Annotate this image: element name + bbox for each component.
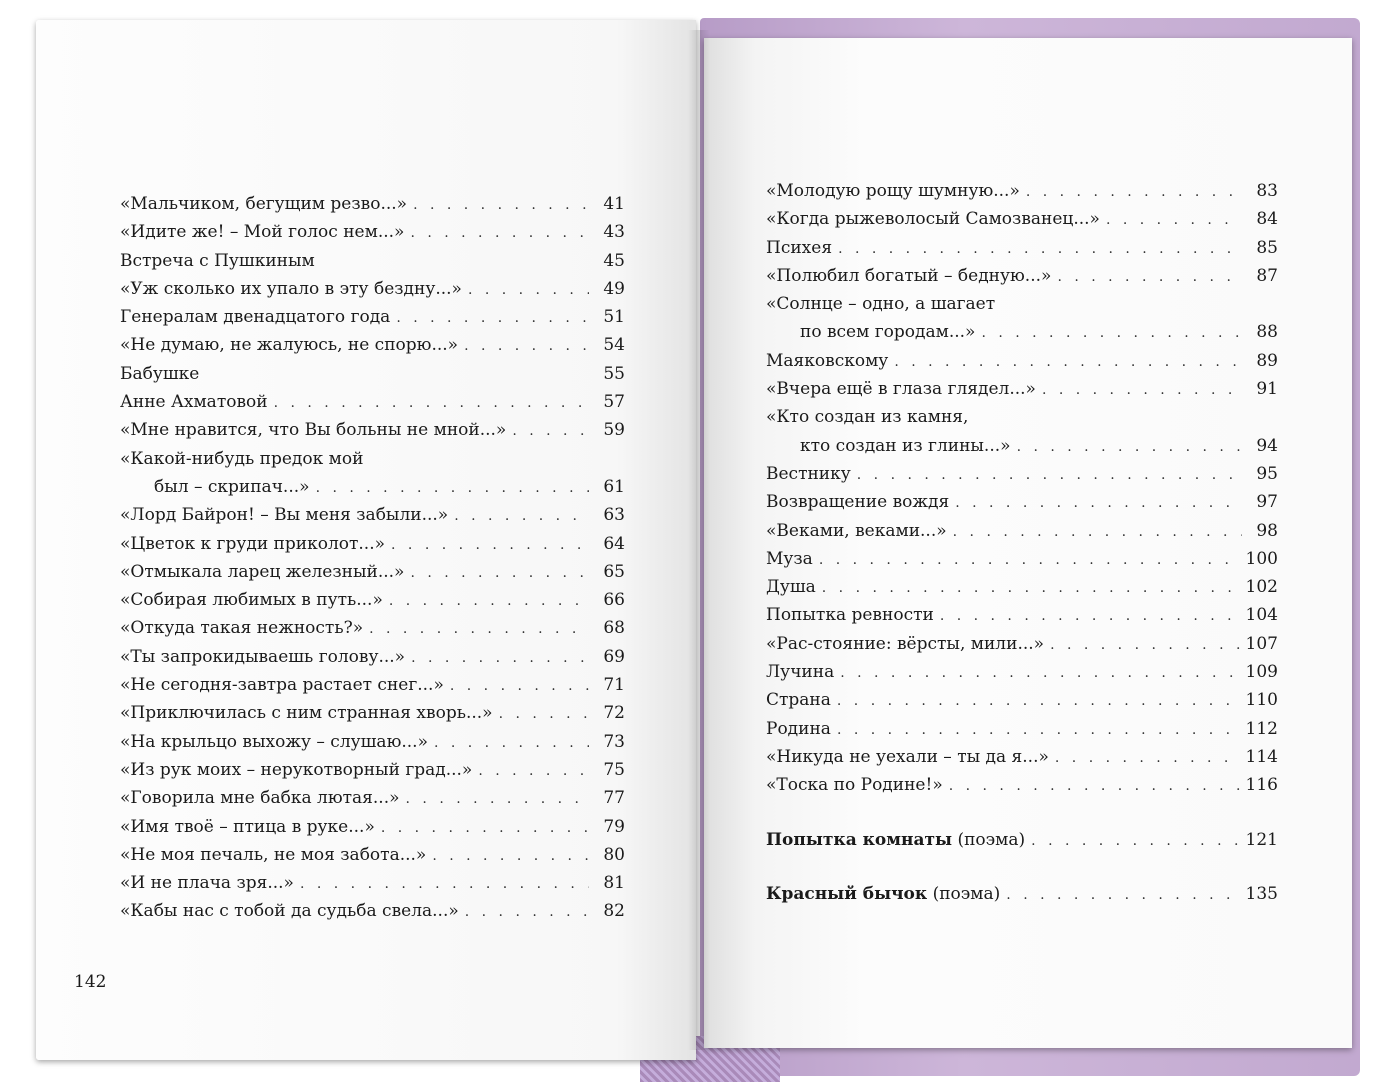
toc-entry: «Не думаю, не жалуюсь, не спорю...» . . . 54 bbox=[120, 331, 625, 359]
toc-entry: «Вчера ещё в глаза глядел...» . . . 91 bbox=[766, 375, 1278, 403]
toc-entry: «Цветок к груди приколот...» . . . 64 bbox=[120, 530, 625, 558]
toc-entry: Лучина . . . 109 bbox=[766, 658, 1278, 686]
toc-right-column bbox=[766, 177, 1278, 908]
toc-entry: Вестнику . . . 95 bbox=[766, 460, 1278, 488]
toc-entry: «Молодую рощу шумную...» . . . 83 bbox=[766, 177, 1278, 205]
toc-entry: Возвращение вождя . . . 97 bbox=[766, 488, 1278, 516]
page-number: 142 bbox=[74, 972, 107, 992]
toc-entry: «Мне нравится, что Вы больны не мной...» . . . 59 bbox=[120, 416, 625, 444]
toc-poem-entry: Попытка комнаты (поэма) . . . 121 bbox=[766, 826, 1278, 854]
poem-title: Попытка комнаты bbox=[766, 829, 953, 850]
toc-entry: «Тоска по Родине!» . . . 116 bbox=[766, 771, 1278, 799]
toc-entry: «Говорила мне бабка лютая...» . . . 77 bbox=[120, 784, 625, 812]
toc-entry: «Солнце – одно, а шагает bbox=[766, 294, 996, 315]
toc-entry-continuation: по всем городам...» . . . 88 bbox=[766, 318, 1278, 346]
toc-poem-entry: Красный бычок (поэма) . . . 135 bbox=[766, 880, 1278, 908]
toc-entry: «Кабы нас с тобой да судьба свела...» . . . 82 bbox=[120, 897, 625, 925]
toc-entry-continuation: был – скрипач...» . . . 61 bbox=[120, 473, 625, 501]
toc-entry: «Веками, веками...» . . . 98 bbox=[766, 517, 1278, 545]
toc-entry: «На крыльцо выхожу – слушаю...» . . . 73 bbox=[120, 728, 625, 756]
toc-entry-continuation: кто создан из глины...» . . . 94 bbox=[766, 432, 1278, 460]
toc-entry: «Никуда не уехали – ты да я...» . . . 114 bbox=[766, 743, 1278, 771]
toc-left-column bbox=[120, 190, 625, 926]
toc-entry: Анне Ахматовой . . . 57 bbox=[120, 388, 625, 416]
toc-entry: «Имя твоё – птица в руке...» . . . 79 bbox=[120, 813, 625, 841]
toc-entry: Генералам двенадцатого года . . . 51 bbox=[120, 303, 625, 331]
toc-entry: «Приключилась с ним странная хворь...» . . . 72 bbox=[120, 699, 625, 727]
toc-entry: «Рас-стояние: вёрсты, мили...» . . . 107 bbox=[766, 630, 1278, 658]
toc-entry: Родина . . . 112 bbox=[766, 715, 1278, 743]
toc-entry: «Из рук моих – нерукотворный град...» . . . 75 bbox=[120, 756, 625, 784]
section-spacer bbox=[766, 800, 1278, 826]
toc-entry: «Отмыкала ларец железный...» . . . 65 bbox=[120, 558, 625, 586]
section-spacer bbox=[766, 854, 1278, 880]
toc-entry: «Идите же! – Мой голос нем...» . . . 43 bbox=[120, 218, 625, 246]
toc-entry: «Откуда такая нежность?» . . . 68 bbox=[120, 614, 625, 642]
toc-entry: Душа . . . 102 bbox=[766, 573, 1278, 601]
toc-entry: «Лорд Байрон! – Вы меня забыли...» . . . 63 bbox=[120, 501, 625, 529]
toc-entry: «Кто создан из камня, bbox=[766, 407, 969, 428]
toc-entry: Попытка ревности . . . 104 bbox=[766, 601, 1278, 629]
toc-entry: «Мальчиком, бегущим резво...» . . . 41 bbox=[120, 190, 625, 218]
toc-entry: «Ты запрокидываешь голову...» . . . 69 bbox=[120, 643, 625, 671]
poem-note: (поэма) bbox=[927, 883, 1001, 904]
toc-entry: «Уж сколько их упало в эту бездну...» . . . 49 bbox=[120, 275, 625, 303]
book-gutter bbox=[688, 30, 710, 1050]
toc-entry: Страна . . . 110 bbox=[766, 686, 1278, 714]
toc-entry: Бабушке 55 bbox=[120, 363, 625, 384]
toc-entry: Маяковскому . . . 89 bbox=[766, 347, 1278, 375]
toc-entry: «Не сегодня-завтра растает снег...» . . . 71 bbox=[120, 671, 625, 699]
toc-entry: «Полюбил богатый – бедную...» . . . 87 bbox=[766, 262, 1278, 290]
toc-entry: Встреча с Пушкиным 45 bbox=[120, 250, 625, 271]
poem-note: (поэма) bbox=[952, 829, 1026, 850]
poem-title: Красный бычок bbox=[766, 883, 928, 904]
toc-entry: «Какой-нибудь предок мой bbox=[120, 448, 364, 469]
toc-entry: «Когда рыжеволосый Самозванец...» . . . 84 bbox=[766, 205, 1278, 233]
toc-entry: Психея . . . 85 bbox=[766, 234, 1278, 262]
toc-entry: «И не плача зря...» . . . 81 bbox=[120, 869, 625, 897]
toc-entry: «Не моя печаль, не моя забота...» . . . 80 bbox=[120, 841, 625, 869]
toc-entry: «Собирая любимых в путь...» . . . 66 bbox=[120, 586, 625, 614]
toc-entry: Муза . . . 100 bbox=[766, 545, 1278, 573]
